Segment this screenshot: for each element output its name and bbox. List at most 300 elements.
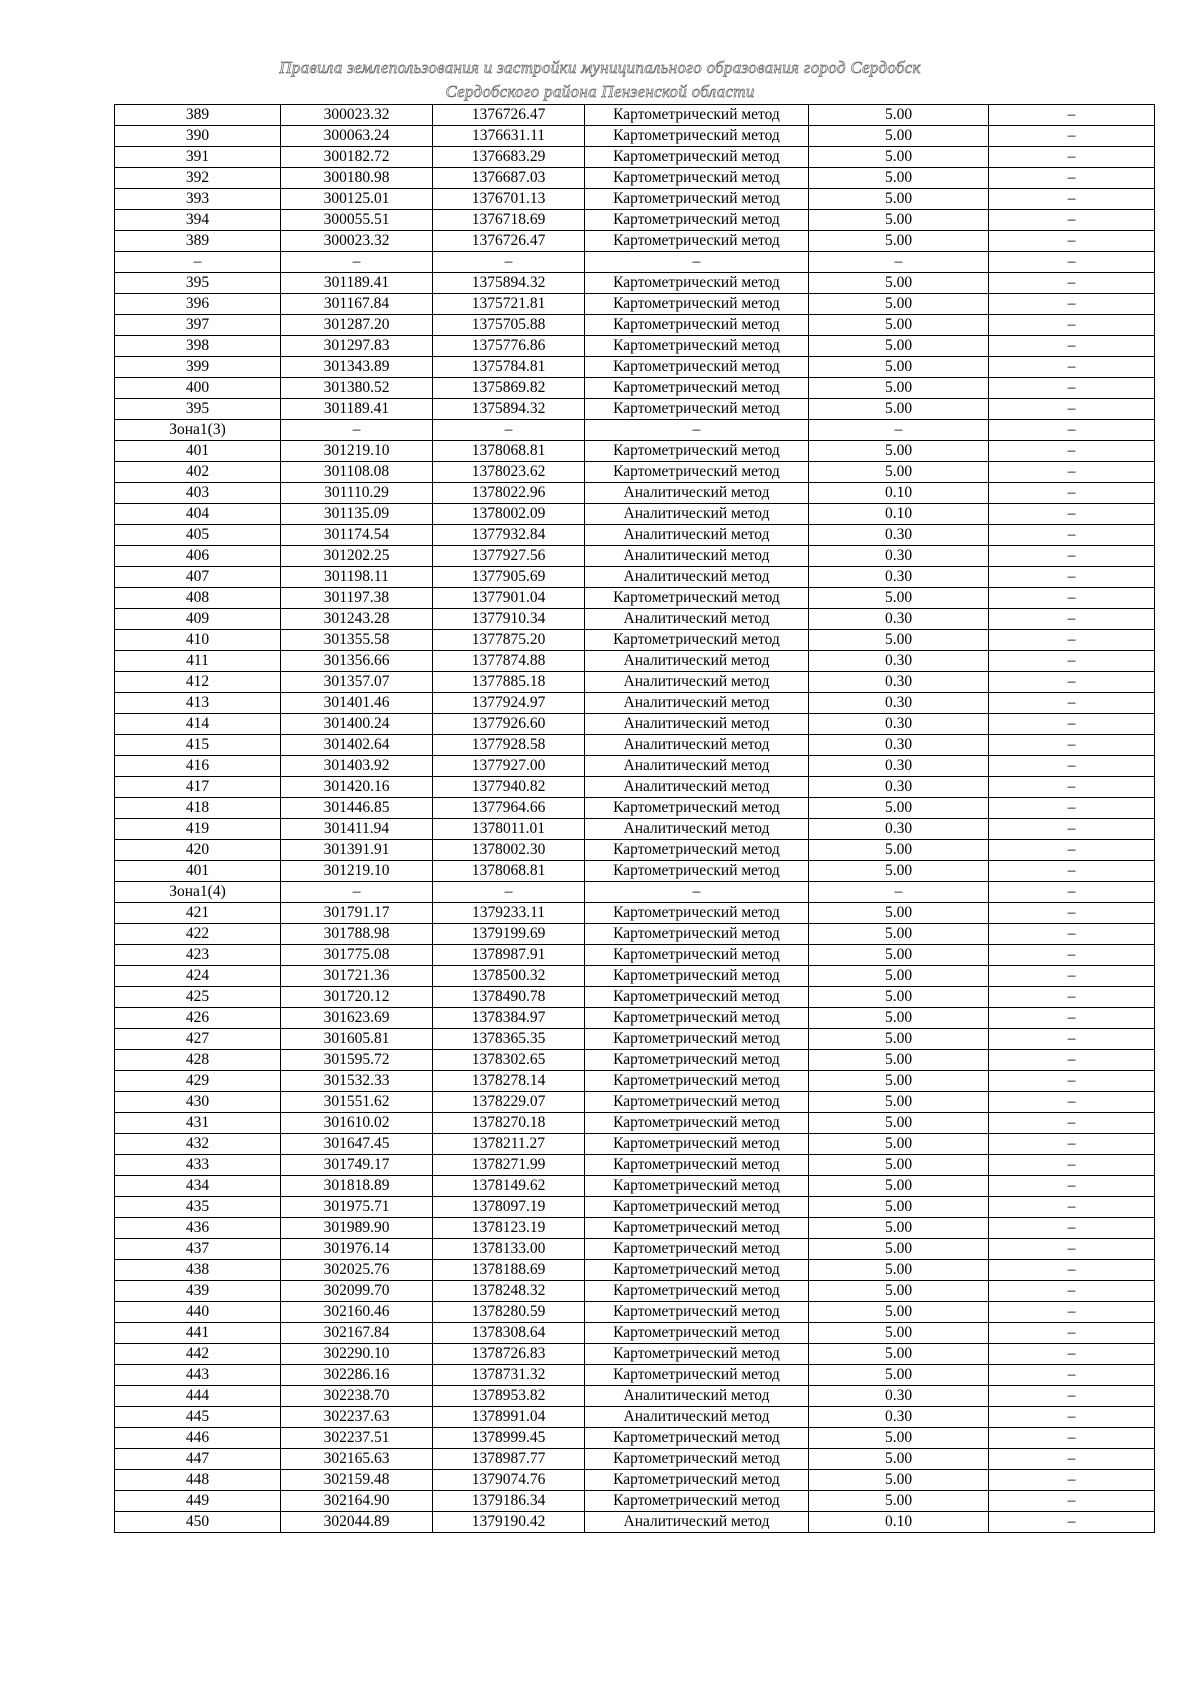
point-number-cell: 448 [115, 1470, 281, 1491]
accuracy-cell: 5.00 [809, 1029, 989, 1050]
y-coordinate-cell: 1375705.88 [433, 315, 585, 336]
method-cell: Картометрический метод [585, 1260, 809, 1281]
table-row [115, 861, 1155, 882]
x-coordinate-cell: 301623.69 [281, 1008, 433, 1029]
point-number-cell: 445 [115, 1407, 281, 1428]
y-coordinate-cell: 1376701.13 [433, 189, 585, 210]
table-row [115, 756, 1155, 777]
x-coordinate-cell: 301749.17 [281, 1155, 433, 1176]
accuracy-cell: 0.10 [809, 483, 989, 504]
y-coordinate-cell: 1378022.96 [433, 483, 585, 504]
note-cell: – [989, 1155, 1155, 1176]
table-row [115, 168, 1155, 189]
x-coordinate-cell: 301401.46 [281, 693, 433, 714]
method-cell: Картометрический метод [585, 231, 809, 252]
accuracy-cell: 0.10 [809, 504, 989, 525]
accuracy-cell: 5.00 [809, 189, 989, 210]
point-number-cell: 404 [115, 504, 281, 525]
point-number-cell: 401 [115, 441, 281, 462]
method-cell: Картометрический метод [585, 1365, 809, 1386]
method-cell: Картометрический метод [585, 315, 809, 336]
x-coordinate-cell: 301219.10 [281, 861, 433, 882]
table-row [115, 1218, 1155, 1239]
table-row [115, 483, 1155, 504]
table-row [115, 1260, 1155, 1281]
x-coordinate-cell: 301595.72 [281, 1050, 433, 1071]
method-cell: – [585, 252, 809, 273]
y-coordinate-cell: 1376718.69 [433, 210, 585, 231]
note-cell: – [989, 1134, 1155, 1155]
note-cell: – [989, 168, 1155, 189]
y-coordinate-cell: 1378149.62 [433, 1176, 585, 1197]
accuracy-cell: 5.00 [809, 966, 989, 987]
note-cell: – [989, 588, 1155, 609]
y-coordinate-cell: 1378490.78 [433, 987, 585, 1008]
accuracy-cell: 5.00 [809, 126, 989, 147]
accuracy-cell: – [809, 420, 989, 441]
x-coordinate-cell: 301135.09 [281, 504, 433, 525]
point-number-cell: 446 [115, 1428, 281, 1449]
point-number-cell: 444 [115, 1386, 281, 1407]
point-number-cell: 409 [115, 609, 281, 630]
method-cell: Аналитический метод [585, 651, 809, 672]
point-number-cell: 443 [115, 1365, 281, 1386]
table-row [115, 336, 1155, 357]
table-row [115, 1134, 1155, 1155]
accuracy-cell: 0.30 [809, 756, 989, 777]
method-cell: Картометрический метод [585, 378, 809, 399]
x-coordinate-cell: 301174.54 [281, 525, 433, 546]
accuracy-cell: 5.00 [809, 1218, 989, 1239]
method-cell: Картометрический метод [585, 798, 809, 819]
y-coordinate-cell: 1376683.29 [433, 147, 585, 168]
note-cell: – [989, 735, 1155, 756]
accuracy-cell: 0.30 [809, 651, 989, 672]
x-coordinate-cell: 301446.85 [281, 798, 433, 819]
point-number-cell: 450 [115, 1512, 281, 1533]
note-cell: – [989, 1449, 1155, 1470]
accuracy-cell: 5.00 [809, 1092, 989, 1113]
accuracy-cell: 0.30 [809, 735, 989, 756]
x-coordinate-cell: 302025.76 [281, 1260, 433, 1281]
accuracy-cell: 0.30 [809, 819, 989, 840]
point-number-cell: 449 [115, 1491, 281, 1512]
accuracy-cell: 5.00 [809, 903, 989, 924]
method-cell: Картометрический метод [585, 1092, 809, 1113]
point-number-cell: 440 [115, 1302, 281, 1323]
point-number-cell: 403 [115, 483, 281, 504]
point-number-cell: 433 [115, 1155, 281, 1176]
y-coordinate-cell: 1378123.19 [433, 1218, 585, 1239]
point-number-cell: 391 [115, 147, 281, 168]
method-cell: Аналитический метод [585, 819, 809, 840]
y-coordinate-cell: 1375721.81 [433, 294, 585, 315]
accuracy-cell: 0.30 [809, 777, 989, 798]
note-cell: – [989, 1239, 1155, 1260]
table-row [115, 441, 1155, 462]
accuracy-cell: 5.00 [809, 378, 989, 399]
y-coordinate-cell: 1378133.00 [433, 1239, 585, 1260]
table-row [115, 1407, 1155, 1428]
accuracy-cell: 0.30 [809, 546, 989, 567]
note-cell: – [989, 903, 1155, 924]
point-number-cell: 414 [115, 714, 281, 735]
note-cell: – [989, 966, 1155, 987]
y-coordinate-cell: 1377910.34 [433, 609, 585, 630]
accuracy-cell: 0.30 [809, 1407, 989, 1428]
x-coordinate-cell: 301605.81 [281, 1029, 433, 1050]
point-number-cell: 406 [115, 546, 281, 567]
point-number-cell: 412 [115, 672, 281, 693]
table-row [115, 651, 1155, 672]
point-number-cell: 396 [115, 294, 281, 315]
note-cell: – [989, 924, 1155, 945]
x-coordinate-cell: 301647.45 [281, 1134, 433, 1155]
x-coordinate-cell: 301219.10 [281, 441, 433, 462]
note-cell: – [989, 1386, 1155, 1407]
x-coordinate-cell: 302290.10 [281, 1344, 433, 1365]
accuracy-cell: 5.00 [809, 1197, 989, 1218]
x-coordinate-cell: 301400.24 [281, 714, 433, 735]
point-number-cell: 419 [115, 819, 281, 840]
note-cell: – [989, 273, 1155, 294]
accuracy-cell: 5.00 [809, 1449, 989, 1470]
accuracy-cell: 5.00 [809, 630, 989, 651]
y-coordinate-cell: 1378280.59 [433, 1302, 585, 1323]
y-coordinate-cell: 1378188.69 [433, 1260, 585, 1281]
accuracy-cell: 0.30 [809, 609, 989, 630]
table-row [115, 693, 1155, 714]
accuracy-cell: – [809, 882, 989, 903]
y-coordinate-cell: 1377901.04 [433, 588, 585, 609]
note-cell: – [989, 651, 1155, 672]
point-number-cell: 410 [115, 630, 281, 651]
note-cell: – [989, 882, 1155, 903]
method-cell: Картометрический метод [585, 1323, 809, 1344]
x-coordinate-cell: 301189.41 [281, 273, 433, 294]
point-number-cell: 411 [115, 651, 281, 672]
note-cell: – [989, 504, 1155, 525]
note-cell: – [989, 714, 1155, 735]
x-coordinate-cell: 301189.41 [281, 399, 433, 420]
accuracy-cell: 0.30 [809, 1386, 989, 1407]
point-number-cell: 427 [115, 1029, 281, 1050]
x-coordinate-cell: 300125.01 [281, 189, 433, 210]
point-number-cell: 394 [115, 210, 281, 231]
note-cell: – [989, 1113, 1155, 1134]
accuracy-cell: 5.00 [809, 1134, 989, 1155]
note-cell: – [989, 336, 1155, 357]
x-coordinate-cell: 301411.94 [281, 819, 433, 840]
note-cell: – [989, 105, 1155, 126]
note-cell: – [989, 945, 1155, 966]
x-coordinate-cell: 301357.07 [281, 672, 433, 693]
method-cell: Аналитический метод [585, 483, 809, 504]
note-cell: – [989, 315, 1155, 336]
x-coordinate-cell: 301420.16 [281, 777, 433, 798]
table-row [115, 1449, 1155, 1470]
accuracy-cell: 5.00 [809, 1239, 989, 1260]
accuracy-cell: 5.00 [809, 273, 989, 294]
coordinates-table-body [115, 105, 1155, 1533]
page-header [0, 56, 1200, 104]
y-coordinate-cell: – [433, 420, 585, 441]
x-coordinate-cell: 300063.24 [281, 126, 433, 147]
y-coordinate-cell: 1377927.00 [433, 756, 585, 777]
table-row [115, 315, 1155, 336]
x-coordinate-cell: 300055.51 [281, 210, 433, 231]
table-row [115, 777, 1155, 798]
x-coordinate-cell: 302237.51 [281, 1428, 433, 1449]
method-cell: Картометрический метод [585, 1050, 809, 1071]
table-row [115, 525, 1155, 546]
table-row [115, 882, 1155, 903]
table-row [115, 966, 1155, 987]
table-row [115, 1155, 1155, 1176]
note-cell: – [989, 672, 1155, 693]
table-row [115, 1302, 1155, 1323]
accuracy-cell: – [809, 252, 989, 273]
accuracy-cell: 5.00 [809, 462, 989, 483]
y-coordinate-cell: 1377928.58 [433, 735, 585, 756]
point-number-cell: 389 [115, 231, 281, 252]
method-cell: Аналитический метод [585, 546, 809, 567]
x-coordinate-cell: 302286.16 [281, 1365, 433, 1386]
accuracy-cell: 5.00 [809, 1428, 989, 1449]
accuracy-cell: 5.00 [809, 1008, 989, 1029]
method-cell: Аналитический метод [585, 756, 809, 777]
note-cell: – [989, 1344, 1155, 1365]
y-coordinate-cell: 1377885.18 [433, 672, 585, 693]
x-coordinate-cell: 301975.71 [281, 1197, 433, 1218]
table-row [115, 1323, 1155, 1344]
y-coordinate-cell: 1378002.30 [433, 840, 585, 861]
point-number-cell: 408 [115, 588, 281, 609]
table-row [115, 1071, 1155, 1092]
y-coordinate-cell: 1378011.01 [433, 819, 585, 840]
y-coordinate-cell: 1378726.83 [433, 1344, 585, 1365]
header-line-2: Сердобского района Пензенской области [445, 82, 755, 101]
x-coordinate-cell: 301110.29 [281, 483, 433, 504]
accuracy-cell: 5.00 [809, 168, 989, 189]
y-coordinate-cell: 1377940.82 [433, 777, 585, 798]
accuracy-cell: 5.00 [809, 399, 989, 420]
table-row [115, 462, 1155, 483]
x-coordinate-cell: 302160.46 [281, 1302, 433, 1323]
y-coordinate-cell: 1378270.18 [433, 1113, 585, 1134]
y-coordinate-cell: 1378097.19 [433, 1197, 585, 1218]
table-row [115, 840, 1155, 861]
x-coordinate-cell: 301989.90 [281, 1218, 433, 1239]
accuracy-cell: 0.30 [809, 525, 989, 546]
x-coordinate-cell: 301818.89 [281, 1176, 433, 1197]
accuracy-cell: 5.00 [809, 105, 989, 126]
method-cell: Картометрический метод [585, 1302, 809, 1323]
y-coordinate-cell: 1375894.32 [433, 399, 585, 420]
accuracy-cell: 0.30 [809, 693, 989, 714]
table-row [115, 252, 1155, 273]
point-number-cell: 397 [115, 315, 281, 336]
method-cell: Картометрический метод [585, 1428, 809, 1449]
y-coordinate-cell: 1378271.99 [433, 1155, 585, 1176]
table-row [115, 1386, 1155, 1407]
note-cell: – [989, 1197, 1155, 1218]
table-row [115, 1365, 1155, 1386]
point-number-cell: 420 [115, 840, 281, 861]
point-number-cell: 398 [115, 336, 281, 357]
note-cell: – [989, 1407, 1155, 1428]
table-row [115, 588, 1155, 609]
y-coordinate-cell: 1375894.32 [433, 273, 585, 294]
note-cell: – [989, 1218, 1155, 1239]
y-coordinate-cell: 1377927.56 [433, 546, 585, 567]
table-row [115, 1470, 1155, 1491]
point-number-cell: 415 [115, 735, 281, 756]
x-coordinate-cell: 301720.12 [281, 987, 433, 1008]
table-row [115, 1491, 1155, 1512]
table-row [115, 1239, 1155, 1260]
x-coordinate-cell: 300180.98 [281, 168, 433, 189]
method-cell: Аналитический метод [585, 1386, 809, 1407]
accuracy-cell: 5.00 [809, 924, 989, 945]
x-coordinate-cell: 301721.36 [281, 966, 433, 987]
method-cell: Аналитический метод [585, 1407, 809, 1428]
note-cell: – [989, 987, 1155, 1008]
point-number-cell: 429 [115, 1071, 281, 1092]
point-number-cell: 447 [115, 1449, 281, 1470]
method-cell: Картометрический метод [585, 126, 809, 147]
x-coordinate-cell: 301380.52 [281, 378, 433, 399]
accuracy-cell: 5.00 [809, 1491, 989, 1512]
x-coordinate-cell: 300023.32 [281, 231, 433, 252]
x-coordinate-cell: 301976.14 [281, 1239, 433, 1260]
table-row [115, 567, 1155, 588]
x-coordinate-cell: 301198.11 [281, 567, 433, 588]
table-row [115, 924, 1155, 945]
note-cell: – [989, 1092, 1155, 1113]
accuracy-cell: 0.30 [809, 567, 989, 588]
x-coordinate-cell: 302099.70 [281, 1281, 433, 1302]
note-cell: – [989, 147, 1155, 168]
method-cell: Картометрический метод [585, 1197, 809, 1218]
y-coordinate-cell: 1377926.60 [433, 714, 585, 735]
table-row [115, 294, 1155, 315]
note-cell: – [989, 1008, 1155, 1029]
note-cell: – [989, 294, 1155, 315]
note-cell: – [989, 840, 1155, 861]
y-coordinate-cell: 1379074.76 [433, 1470, 585, 1491]
y-coordinate-cell: 1378229.07 [433, 1092, 585, 1113]
note-cell: – [989, 609, 1155, 630]
table-row [115, 798, 1155, 819]
table-row [115, 1428, 1155, 1449]
accuracy-cell: 5.00 [809, 1071, 989, 1092]
note-cell: – [989, 1029, 1155, 1050]
accuracy-cell: 5.00 [809, 210, 989, 231]
y-coordinate-cell: – [433, 882, 585, 903]
y-coordinate-cell: 1378308.64 [433, 1323, 585, 1344]
table-row [115, 420, 1155, 441]
table-row [115, 1281, 1155, 1302]
table-row [115, 399, 1155, 420]
accuracy-cell: 5.00 [809, 1365, 989, 1386]
x-coordinate-cell: 302237.63 [281, 1407, 433, 1428]
method-cell: Картометрический метод [585, 840, 809, 861]
accuracy-cell: 5.00 [809, 1113, 989, 1134]
note-cell: – [989, 1365, 1155, 1386]
table-row [115, 630, 1155, 651]
x-coordinate-cell: 301202.25 [281, 546, 433, 567]
note-cell: – [989, 1071, 1155, 1092]
point-number-cell: 389 [115, 105, 281, 126]
point-number-cell: 393 [115, 189, 281, 210]
accuracy-cell: 5.00 [809, 1050, 989, 1071]
x-coordinate-cell: 301167.84 [281, 294, 433, 315]
method-cell: Аналитический метод [585, 567, 809, 588]
accuracy-cell: 5.00 [809, 1155, 989, 1176]
header-line-1: Правила землепользования и застройки муниципального образования город Сердобск [279, 58, 921, 77]
x-coordinate-cell: 301791.17 [281, 903, 433, 924]
note-cell: – [989, 525, 1155, 546]
method-cell: Картометрический метод [585, 1008, 809, 1029]
table-row [115, 1050, 1155, 1071]
method-cell: Картометрический метод [585, 399, 809, 420]
y-coordinate-cell: 1378953.82 [433, 1386, 585, 1407]
x-coordinate-cell: 302164.90 [281, 1491, 433, 1512]
method-cell: Аналитический метод [585, 525, 809, 546]
y-coordinate-cell: 1378211.27 [433, 1134, 585, 1155]
point-number-cell: 402 [115, 462, 281, 483]
point-number-cell: 399 [115, 357, 281, 378]
note-cell: – [989, 252, 1155, 273]
y-coordinate-cell: 1377874.88 [433, 651, 585, 672]
x-coordinate-cell: 301108.08 [281, 462, 433, 483]
accuracy-cell: 5.00 [809, 1470, 989, 1491]
note-cell: – [989, 1470, 1155, 1491]
x-coordinate-cell: 302165.63 [281, 1449, 433, 1470]
point-number-cell: 441 [115, 1323, 281, 1344]
note-cell: – [989, 189, 1155, 210]
y-coordinate-cell: 1378731.32 [433, 1365, 585, 1386]
point-number-cell: 405 [115, 525, 281, 546]
note-cell: – [989, 357, 1155, 378]
note-cell: – [989, 756, 1155, 777]
method-cell: Аналитический метод [585, 504, 809, 525]
x-coordinate-cell: 301243.28 [281, 609, 433, 630]
x-coordinate-cell: 301610.02 [281, 1113, 433, 1134]
accuracy-cell: 5.00 [809, 1344, 989, 1365]
table-row [115, 1092, 1155, 1113]
point-number-cell: 431 [115, 1113, 281, 1134]
table-row [115, 231, 1155, 252]
note-cell: – [989, 420, 1155, 441]
method-cell: Картометрический метод [585, 1344, 809, 1365]
table-row [115, 189, 1155, 210]
note-cell: – [989, 1491, 1155, 1512]
method-cell: Аналитический метод [585, 693, 809, 714]
accuracy-cell: 5.00 [809, 840, 989, 861]
point-number-cell: Зона1(4) [115, 882, 281, 903]
accuracy-cell: 5.00 [809, 357, 989, 378]
table-row [115, 1512, 1155, 1533]
note-cell: – [989, 378, 1155, 399]
point-number-cell: 413 [115, 693, 281, 714]
note-cell: – [989, 441, 1155, 462]
accuracy-cell: 0.30 [809, 714, 989, 735]
point-number-cell: 417 [115, 777, 281, 798]
method-cell: Картометрический метод [585, 630, 809, 651]
x-coordinate-cell: 301343.89 [281, 357, 433, 378]
